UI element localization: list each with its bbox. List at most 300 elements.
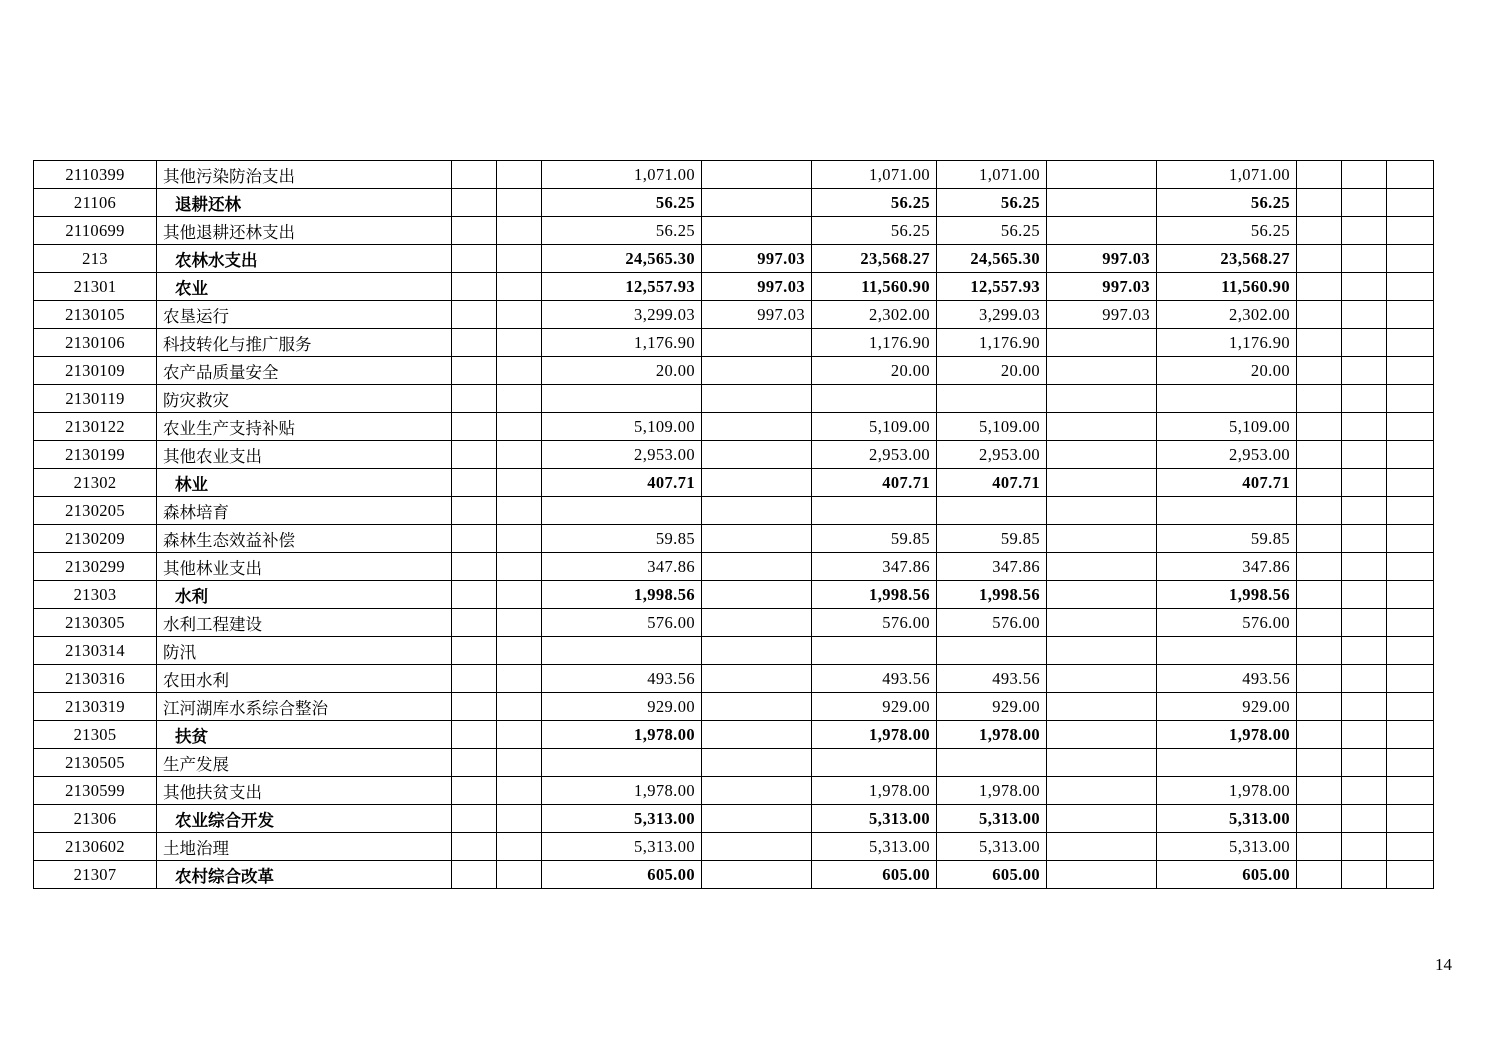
cell-blank-c	[1297, 553, 1342, 581]
cell-name: 其他退耕还林支出	[157, 217, 452, 245]
cell-code: 213	[34, 245, 157, 273]
cell-value-2	[702, 553, 812, 581]
cell-value-3: 1,998.56	[812, 581, 937, 609]
cell-blank-b	[497, 721, 542, 749]
cell-value-2	[702, 357, 812, 385]
cell-blank-d	[1342, 525, 1387, 553]
cell-name: 退耕还林	[157, 189, 452, 217]
cell-blank-a	[452, 525, 497, 553]
cell-value-1	[542, 749, 702, 777]
cell-value-4	[937, 749, 1047, 777]
cell-blank-a	[452, 245, 497, 273]
cell-value-5	[1047, 357, 1157, 385]
cell-value-1: 929.00	[542, 693, 702, 721]
cell-blank-a	[452, 357, 497, 385]
cell-blank-a	[452, 273, 497, 301]
cell-value-1: 5,109.00	[542, 413, 702, 441]
cell-blank-e	[1387, 217, 1434, 245]
cell-blank-a	[452, 609, 497, 637]
cell-value-5: 997.03	[1047, 273, 1157, 301]
cell-value-1: 493.56	[542, 665, 702, 693]
cell-code: 2130106	[34, 329, 157, 357]
cell-value-5	[1047, 609, 1157, 637]
cell-value-5	[1047, 861, 1157, 889]
cell-blank-d	[1342, 861, 1387, 889]
cell-blank-e	[1387, 609, 1434, 637]
cell-blank-d	[1342, 357, 1387, 385]
cell-value-5	[1047, 161, 1157, 189]
cell-blank-e	[1387, 161, 1434, 189]
cell-value-3: 493.56	[812, 665, 937, 693]
cell-value-4: 56.25	[937, 217, 1047, 245]
cell-blank-a	[452, 721, 497, 749]
cell-blank-b	[497, 553, 542, 581]
cell-blank-e	[1387, 693, 1434, 721]
cell-value-3: 407.71	[812, 469, 937, 497]
cell-blank-d	[1342, 413, 1387, 441]
cell-value-1: 59.85	[542, 525, 702, 553]
cell-blank-d	[1342, 301, 1387, 329]
cell-blank-b	[497, 329, 542, 357]
cell-value-3	[812, 497, 937, 525]
cell-code: 21305	[34, 721, 157, 749]
cell-value-2	[702, 609, 812, 637]
cell-value-6: 56.25	[1157, 189, 1297, 217]
cell-blank-e	[1387, 637, 1434, 665]
cell-value-1: 605.00	[542, 861, 702, 889]
cell-value-4: 20.00	[937, 357, 1047, 385]
cell-value-2	[702, 833, 812, 861]
cell-value-1: 3,299.03	[542, 301, 702, 329]
cell-value-1: 56.25	[542, 217, 702, 245]
cell-value-3: 56.25	[812, 189, 937, 217]
cell-blank-c	[1297, 637, 1342, 665]
cell-value-2	[702, 469, 812, 497]
cell-value-1: 2,953.00	[542, 441, 702, 469]
table-row	[34, 357, 1434, 385]
cell-code: 21301	[34, 273, 157, 301]
table-row	[34, 273, 1434, 301]
cell-name: 农业生产支持补贴	[157, 413, 452, 441]
cell-blank-a	[452, 385, 497, 413]
cell-name: 水利	[157, 581, 452, 609]
cell-value-1: 1,978.00	[542, 777, 702, 805]
table-row	[34, 693, 1434, 721]
cell-blank-e	[1387, 581, 1434, 609]
table-row	[34, 665, 1434, 693]
cell-blank-e	[1387, 357, 1434, 385]
cell-blank-b	[497, 301, 542, 329]
cell-name: 扶贫	[157, 721, 452, 749]
cell-value-2	[702, 525, 812, 553]
cell-value-6: 347.86	[1157, 553, 1297, 581]
cell-blank-c	[1297, 777, 1342, 805]
cell-value-2	[702, 497, 812, 525]
cell-value-1: 12,557.93	[542, 273, 702, 301]
cell-blank-b	[497, 833, 542, 861]
cell-name: 防灾救灾	[157, 385, 452, 413]
cell-code: 21303	[34, 581, 157, 609]
table-row	[34, 805, 1434, 833]
cell-blank-c	[1297, 721, 1342, 749]
cell-code: 2130299	[34, 553, 157, 581]
cell-blank-c	[1297, 441, 1342, 469]
cell-code: 2130505	[34, 749, 157, 777]
cell-blank-d	[1342, 777, 1387, 805]
cell-value-6: 576.00	[1157, 609, 1297, 637]
cell-name: 农产品质量安全	[157, 357, 452, 385]
cell-value-1: 24,565.30	[542, 245, 702, 273]
cell-value-1: 5,313.00	[542, 833, 702, 861]
table-row	[34, 637, 1434, 665]
cell-value-2	[702, 721, 812, 749]
cell-name: 林业	[157, 469, 452, 497]
cell-value-4: 59.85	[937, 525, 1047, 553]
cell-blank-c	[1297, 581, 1342, 609]
cell-value-4: 5,313.00	[937, 805, 1047, 833]
cell-blank-d	[1342, 665, 1387, 693]
cell-code: 2130122	[34, 413, 157, 441]
cell-value-6: 407.71	[1157, 469, 1297, 497]
cell-blank-a	[452, 189, 497, 217]
cell-code: 2130119	[34, 385, 157, 413]
cell-blank-c	[1297, 217, 1342, 245]
cell-value-3: 56.25	[812, 217, 937, 245]
cell-blank-e	[1387, 749, 1434, 777]
cell-blank-d	[1342, 497, 1387, 525]
cell-blank-e	[1387, 329, 1434, 357]
cell-value-4: 2,953.00	[937, 441, 1047, 469]
cell-value-1: 20.00	[542, 357, 702, 385]
cell-name: 生产发展	[157, 749, 452, 777]
table-row	[34, 385, 1434, 413]
cell-value-1: 56.25	[542, 189, 702, 217]
cell-blank-d	[1342, 469, 1387, 497]
cell-value-5	[1047, 693, 1157, 721]
cell-blank-c	[1297, 833, 1342, 861]
cell-blank-d	[1342, 721, 1387, 749]
cell-value-6: 1,978.00	[1157, 721, 1297, 749]
cell-value-4: 5,313.00	[937, 833, 1047, 861]
table-row	[34, 497, 1434, 525]
cell-blank-a	[452, 469, 497, 497]
cell-value-3: 1,176.90	[812, 329, 937, 357]
cell-blank-e	[1387, 469, 1434, 497]
cell-blank-b	[497, 525, 542, 553]
cell-value-4: 24,565.30	[937, 245, 1047, 273]
cell-value-4: 3,299.03	[937, 301, 1047, 329]
cell-blank-d	[1342, 273, 1387, 301]
table-row	[34, 861, 1434, 889]
cell-name: 农村综合改革	[157, 861, 452, 889]
table-row	[34, 777, 1434, 805]
cell-name: 农林水支出	[157, 245, 452, 273]
cell-blank-b	[497, 805, 542, 833]
cell-value-3: 5,109.00	[812, 413, 937, 441]
cell-blank-a	[452, 441, 497, 469]
cell-name: 其他林业支出	[157, 553, 452, 581]
cell-blank-a	[452, 749, 497, 777]
cell-name: 森林生态效益补偿	[157, 525, 452, 553]
cell-blank-c	[1297, 749, 1342, 777]
cell-blank-d	[1342, 245, 1387, 273]
cell-value-6: 5,313.00	[1157, 833, 1297, 861]
cell-blank-a	[452, 329, 497, 357]
cell-value-4	[937, 497, 1047, 525]
cell-blank-c	[1297, 497, 1342, 525]
cell-code: 2130105	[34, 301, 157, 329]
cell-blank-a	[452, 777, 497, 805]
cell-value-5	[1047, 777, 1157, 805]
cell-blank-c	[1297, 609, 1342, 637]
cell-name: 农业	[157, 273, 452, 301]
cell-value-6: 605.00	[1157, 861, 1297, 889]
cell-value-3: 576.00	[812, 609, 937, 637]
cell-blank-e	[1387, 861, 1434, 889]
cell-value-1: 1,176.90	[542, 329, 702, 357]
cell-blank-d	[1342, 609, 1387, 637]
cell-value-6: 5,313.00	[1157, 805, 1297, 833]
cell-code: 2130109	[34, 357, 157, 385]
table-row	[34, 441, 1434, 469]
cell-blank-d	[1342, 441, 1387, 469]
cell-value-5: 997.03	[1047, 245, 1157, 273]
cell-blank-d	[1342, 329, 1387, 357]
table-row	[34, 301, 1434, 329]
cell-blank-d	[1342, 805, 1387, 833]
cell-value-2	[702, 665, 812, 693]
cell-blank-e	[1387, 777, 1434, 805]
cell-value-3	[812, 749, 937, 777]
table-row	[34, 413, 1434, 441]
cell-value-5: 997.03	[1047, 301, 1157, 329]
cell-value-6: 2,302.00	[1157, 301, 1297, 329]
table-row	[34, 161, 1434, 189]
cell-value-1: 1,071.00	[542, 161, 702, 189]
cell-code: 2130599	[34, 777, 157, 805]
cell-blank-c	[1297, 693, 1342, 721]
cell-blank-d	[1342, 833, 1387, 861]
cell-value-1	[542, 497, 702, 525]
cell-blank-b	[497, 273, 542, 301]
cell-blank-a	[452, 301, 497, 329]
cell-value-3	[812, 637, 937, 665]
cell-value-2	[702, 581, 812, 609]
cell-value-4: 347.86	[937, 553, 1047, 581]
cell-value-2	[702, 749, 812, 777]
cell-value-3	[812, 385, 937, 413]
cell-name: 江河湖库水系综合整治	[157, 693, 452, 721]
cell-blank-b	[497, 357, 542, 385]
cell-value-4: 1,176.90	[937, 329, 1047, 357]
cell-value-4: 493.56	[937, 665, 1047, 693]
cell-blank-a	[452, 497, 497, 525]
cell-value-6: 1,176.90	[1157, 329, 1297, 357]
cell-value-1: 576.00	[542, 609, 702, 637]
cell-code: 2130314	[34, 637, 157, 665]
table-row	[34, 469, 1434, 497]
cell-blank-d	[1342, 161, 1387, 189]
cell-blank-c	[1297, 665, 1342, 693]
cell-value-1: 5,313.00	[542, 805, 702, 833]
cell-value-3: 1,071.00	[812, 161, 937, 189]
cell-blank-c	[1297, 189, 1342, 217]
cell-name: 农田水利	[157, 665, 452, 693]
cell-blank-b	[497, 245, 542, 273]
cell-blank-a	[452, 161, 497, 189]
cell-blank-c	[1297, 161, 1342, 189]
cell-value-3: 59.85	[812, 525, 937, 553]
cell-value-5	[1047, 749, 1157, 777]
cell-blank-e	[1387, 301, 1434, 329]
cell-value-6	[1157, 385, 1297, 413]
cell-value-1: 1,978.00	[542, 721, 702, 749]
cell-value-5	[1047, 581, 1157, 609]
cell-value-4: 1,978.00	[937, 777, 1047, 805]
cell-blank-b	[497, 749, 542, 777]
cell-name: 其他扶贫支出	[157, 777, 452, 805]
cell-blank-c	[1297, 329, 1342, 357]
table-row	[34, 189, 1434, 217]
cell-blank-e	[1387, 721, 1434, 749]
cell-value-5	[1047, 525, 1157, 553]
cell-value-2	[702, 637, 812, 665]
cell-value-6: 1,998.56	[1157, 581, 1297, 609]
cell-blank-e	[1387, 553, 1434, 581]
cell-value-5	[1047, 469, 1157, 497]
cell-value-6: 59.85	[1157, 525, 1297, 553]
cell-blank-b	[497, 217, 542, 245]
cell-value-1: 1,998.56	[542, 581, 702, 609]
cell-name: 科技转化与推广服务	[157, 329, 452, 357]
cell-blank-a	[452, 805, 497, 833]
table-row	[34, 553, 1434, 581]
cell-value-1: 347.86	[542, 553, 702, 581]
table-row	[34, 833, 1434, 861]
cell-value-5	[1047, 385, 1157, 413]
cell-blank-a	[452, 581, 497, 609]
cell-name: 土地治理	[157, 833, 452, 861]
cell-value-3: 2,953.00	[812, 441, 937, 469]
cell-code: 2130209	[34, 525, 157, 553]
cell-value-6: 1,978.00	[1157, 777, 1297, 805]
cell-blank-a	[452, 665, 497, 693]
cell-blank-d	[1342, 189, 1387, 217]
cell-code: 2110399	[34, 161, 157, 189]
cell-value-4: 12,557.93	[937, 273, 1047, 301]
cell-blank-c	[1297, 357, 1342, 385]
table-row	[34, 245, 1434, 273]
cell-value-4: 407.71	[937, 469, 1047, 497]
cell-blank-b	[497, 497, 542, 525]
cell-blank-b	[497, 581, 542, 609]
cell-name: 森林培育	[157, 497, 452, 525]
table-row	[34, 749, 1434, 777]
cell-value-6: 11,560.90	[1157, 273, 1297, 301]
cell-value-6: 929.00	[1157, 693, 1297, 721]
cell-value-5	[1047, 833, 1157, 861]
cell-blank-c	[1297, 245, 1342, 273]
budget-table-body	[34, 161, 1434, 889]
cell-value-5	[1047, 329, 1157, 357]
table-row	[34, 721, 1434, 749]
cell-blank-d	[1342, 385, 1387, 413]
cell-value-4	[937, 385, 1047, 413]
cell-blank-e	[1387, 385, 1434, 413]
cell-value-3: 605.00	[812, 861, 937, 889]
cell-value-1	[542, 385, 702, 413]
cell-value-2	[702, 805, 812, 833]
cell-blank-d	[1342, 693, 1387, 721]
cell-value-2: 997.03	[702, 245, 812, 273]
cell-code: 2130305	[34, 609, 157, 637]
cell-value-4: 605.00	[937, 861, 1047, 889]
cell-value-3: 2,302.00	[812, 301, 937, 329]
cell-code: 21302	[34, 469, 157, 497]
cell-name: 农垦运行	[157, 301, 452, 329]
cell-value-2	[702, 161, 812, 189]
cell-blank-c	[1297, 469, 1342, 497]
cell-blank-e	[1387, 665, 1434, 693]
cell-code: 21106	[34, 189, 157, 217]
cell-value-5	[1047, 217, 1157, 245]
cell-value-2	[702, 413, 812, 441]
cell-value-6	[1157, 749, 1297, 777]
cell-value-1: 407.71	[542, 469, 702, 497]
cell-value-4: 5,109.00	[937, 413, 1047, 441]
cell-value-3: 1,978.00	[812, 777, 937, 805]
table-row	[34, 581, 1434, 609]
cell-blank-a	[452, 693, 497, 721]
cell-blank-b	[497, 665, 542, 693]
cell-blank-c	[1297, 805, 1342, 833]
cell-code: 21306	[34, 805, 157, 833]
cell-value-3: 347.86	[812, 553, 937, 581]
cell-value-3: 23,568.27	[812, 245, 937, 273]
cell-value-6: 493.56	[1157, 665, 1297, 693]
cell-blank-b	[497, 189, 542, 217]
cell-value-3: 5,313.00	[812, 805, 937, 833]
cell-blank-b	[497, 469, 542, 497]
cell-value-5	[1047, 189, 1157, 217]
cell-value-2	[702, 385, 812, 413]
cell-blank-b	[497, 693, 542, 721]
cell-value-5	[1047, 721, 1157, 749]
cell-blank-d	[1342, 553, 1387, 581]
cell-value-3: 5,313.00	[812, 833, 937, 861]
cell-name: 农业综合开发	[157, 805, 452, 833]
cell-value-2	[702, 777, 812, 805]
cell-value-3: 20.00	[812, 357, 937, 385]
cell-value-6: 23,568.27	[1157, 245, 1297, 273]
cell-blank-a	[452, 861, 497, 889]
cell-blank-e	[1387, 189, 1434, 217]
cell-code: 2130319	[34, 693, 157, 721]
cell-value-3: 11,560.90	[812, 273, 937, 301]
cell-blank-c	[1297, 273, 1342, 301]
cell-blank-c	[1297, 301, 1342, 329]
cell-code: 21307	[34, 861, 157, 889]
cell-blank-e	[1387, 273, 1434, 301]
cell-blank-a	[452, 833, 497, 861]
cell-value-4: 1,978.00	[937, 721, 1047, 749]
cell-code: 2110699	[34, 217, 157, 245]
cell-value-6: 1,071.00	[1157, 161, 1297, 189]
cell-blank-c	[1297, 525, 1342, 553]
cell-blank-b	[497, 637, 542, 665]
cell-value-5	[1047, 805, 1157, 833]
cell-code: 2130199	[34, 441, 157, 469]
